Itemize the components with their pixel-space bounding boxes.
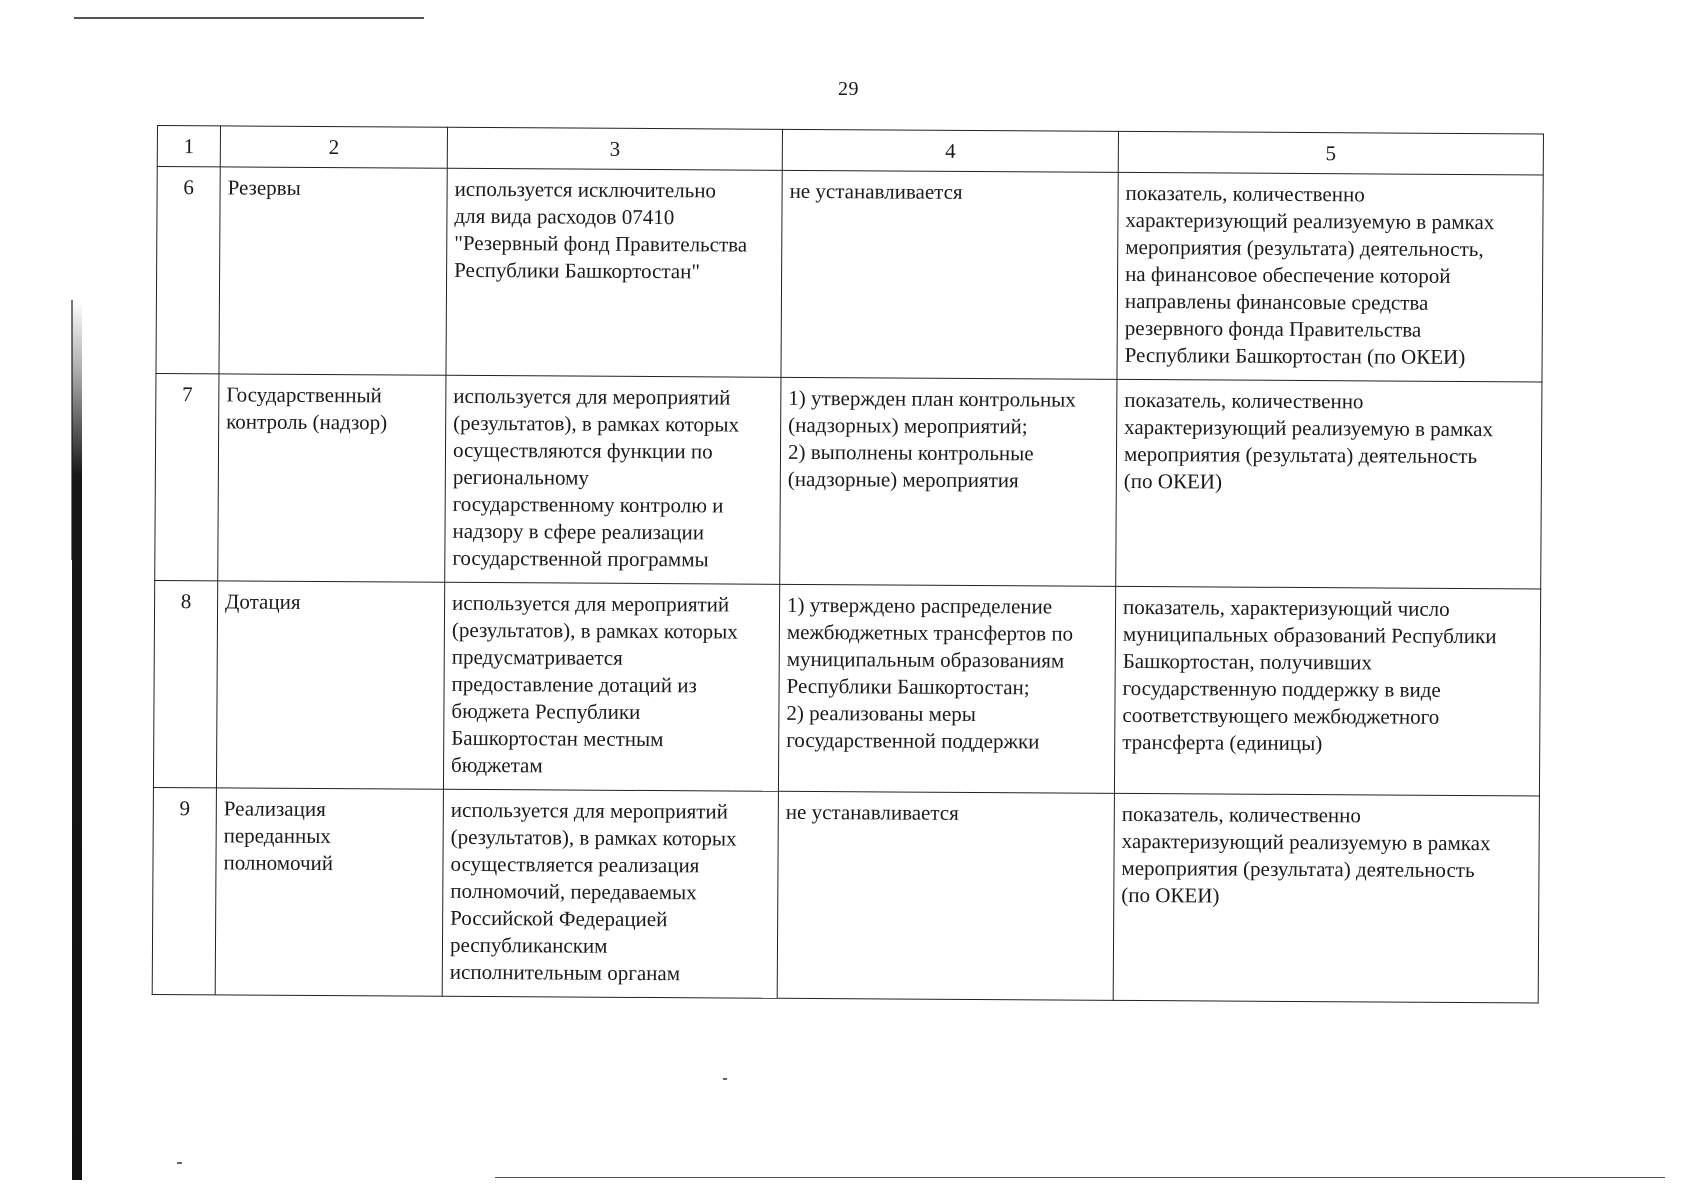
table-row <box>153 580 1540 795</box>
row-number: 8 <box>153 580 217 787</box>
table-row <box>152 787 1539 1002</box>
row-indicator: показатель, количественно характеризующий реализуемую в рамках мероприятия (результата) деятельность, на финансовое обеспечение которой направлены финансовые средства резервного фонда Правительства Республики Башкортостан (по ОКЕИ) <box>1117 172 1543 382</box>
column-header: 1 <box>157 126 220 167</box>
row-conditions: 1) утверждено распределение межбюджетных трансфертов по муниципальным образованиям Республики Башкортостан; 2) реализованы меры государственной поддержки <box>778 584 1115 793</box>
column-header: 2 <box>220 126 447 168</box>
column-header: 5 <box>1118 131 1543 175</box>
row-usage: используется для мероприятий (результатов), в рамках которых осуществляются функции по региональному государственному контролю и надзору в сфере реализации государственной программы <box>445 375 781 584</box>
column-header: 4 <box>782 129 1118 172</box>
row-number: 9 <box>152 787 216 994</box>
page-number: 29 <box>838 78 859 100</box>
row-name: Резервы <box>219 167 447 375</box>
scan-edge-bar <box>72 300 82 1180</box>
table-row <box>155 373 1542 588</box>
row-conditions: 1) утвержден план контрольных (надзорных) мероприятий; 2) выполнены контрольные (надзорные) мероприятия <box>780 377 1117 586</box>
row-usage: используется для мероприятий (результатов), в рамках которых осуществляется реализация полномочий, передаваемых Российской Федерацией республиканским исполнительным органам <box>442 789 778 998</box>
scan-speck <box>723 1078 727 1080</box>
row-conditions: не устанавливается <box>777 791 1114 1000</box>
column-header: 3 <box>447 127 782 170</box>
row-indicator: показатель, количественно характеризующий реализуемую в рамках мероприятия (результата) деятельность (по ОКЕИ) <box>1116 379 1542 589</box>
bottom-rule <box>495 1177 1665 1178</box>
document-table <box>152 125 1544 1003</box>
top-rule <box>74 17 424 19</box>
row-number: 6 <box>156 167 220 374</box>
table-row <box>156 167 1543 382</box>
row-number: 7 <box>155 373 219 580</box>
row-usage: используется для мероприятий (результатов), в рамках которых предусматривается предоставление дотаций из бюджета Республики Башкортостан местным бюджетам <box>443 582 779 791</box>
row-name: Реализация переданных полномочий <box>215 788 443 996</box>
row-name: Государственный контроль (надзор) <box>218 374 446 582</box>
scan-speck <box>177 1162 182 1164</box>
row-name: Дотация <box>216 581 444 789</box>
row-conditions: не устанавливается <box>781 170 1118 379</box>
row-usage: используется исключительно для вида расходов 07410 "Резервный фонд Правительства Республики Башкортостан" <box>446 168 782 377</box>
row-indicator: показатель, количественно характеризующий реализуемую в рамках мероприятия (результата) деятельность (по ОКЕИ) <box>1113 793 1539 1003</box>
row-indicator: показатель, характеризующий число муниципальных образований Республики Башкортостан, получивших государственную поддержку в виде соответствующего межбюджетного трансферта (единицы) <box>1114 586 1540 796</box>
